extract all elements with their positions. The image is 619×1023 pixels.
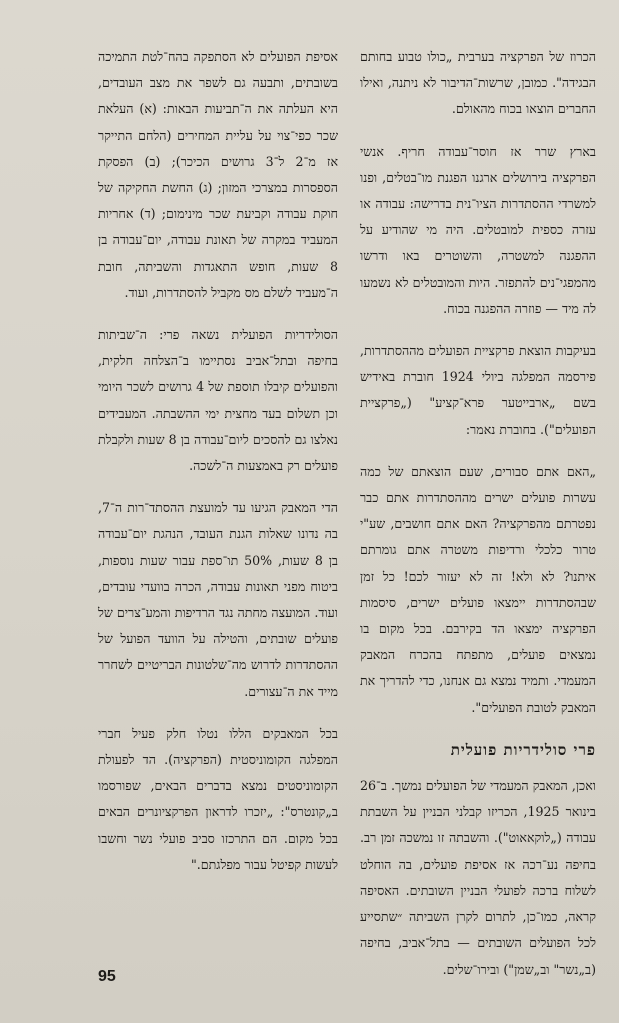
paragraph: הדי המאבק הגיעו עד למועצת ההסתד־רות ה־7, בה נדונו שאלות הגנת העובד, הנהגת יום־עבודה בן 8 שעות, 50% תו־ספת עבור שעות נוספות, ביטוח מפני תאונות עבודה, הכרה בוועדי עובדים, ועוד. המועצה מחתה נגד הרדיפות והמע־צרים של פועלים שובתים, והטילה על הוועד הפועל של ההסתדרות לדרוש מה־שלטונות הבריטיים לשחרר מייד את ה־עצורים. <box>98 500 338 699</box>
paragraph: הכרוז של הפרקציה בערבית „כולו טבוע בחותם הבגידה". כמובן, שרשות־הדיבור לא ניתנה, ואילו החברים הוצאו בכוח מהאולם. <box>360 49 596 117</box>
page-number: 95 <box>98 968 116 985</box>
right-text-column <box>360 44 596 999</box>
paragraph: ואכן, המאבק המעמדי של הפועלים נמשך. ב־26 בינואר 1925, הכריזו קבלני הבניין על השבתת עבודה („לוקאאוט"). והשבתה זו נמשכה זמן רב. בחיפה נע־רכה אז אסיפת פועלים, בה הוחלט לשלוח ברכה לפועלי הבניין השובתים. האסיפה קראה, כמו־כן, לתרום לקרן השביתה ״שתסייע לכל הפועלים השובתים — בתל־אביב, בחיפה (ב„נשר" וב„שמן") ובירו־שלים. <box>360 778 597 977</box>
paragraph: הסולידריות הפועלית נשאה פרי: ה־שביתות בחיפה ובתל־אביב נסתיימו ב־הצלחה חלקית, והפועלים קיבלו תוספת של 4 גרושים לשכר היומי וכן תשלום בעד מחצית ימי ההשבתה. המעבידים נאלצו גם להסכים ליום־עבודה בן 8 שעות ולקבלת פועלים רק באמצעות ה־לשכה. <box>98 327 339 474</box>
paragraph: בעיקבות הוצאת פרקציית הפועלים מההסתדרות, פירסמה המפלגה ביולי 1924 חוברת באידיש בשם „ארבייטער פרא־קציע" („פרקציית הפועלים"). בחוברת נאמר: <box>360 343 597 437</box>
paragraph: בכל המאבקים הללו נטלו חלק פעיל חברי המפלגה הקומוניסטית (הפרקציה). הד לפעולת הקומוניסטים נמצא בדברים הבאים, שפורסמו ב„קונטרס": „יזכרו לדראון הפרקציונרים הבאים בכל מקום. הם התרכזו סביב פועלי נשר וחשבו לעשות קפיטל עבור מפלגתם." <box>98 725 338 872</box>
left-text-column <box>98 44 338 894</box>
paragraph: אסיפת הפועלים לא הסתפקה בהח־לטת התמיכה בשובתים, ותבעה גם לשפר את מצב העובדים, היא העלתה את ה־תביעות הבאות: (א) העלאת שכר כפי־צוי על עליית המחירים (הלחם התייקר אז מ־2 ל־3 גרושים הכיכר); (ב) הפסקת הספסרות במצרכי המזון; (ג) החשת החקיקה של חוקת עבודה וקביעת שכר מינימום; (ד) אחריות המעביד במקרה של תאונת עבודה, יום־עבודה בן 8 שעות, חופש התאגדות והשביתה, חובת ה־מעביד לשלם מס מקביל להסתדרות, ועוד. <box>98 49 339 300</box>
paragraph: בארץ שרר אז חוסר־עבודה חריף. אנשי הפרקציה בירושלים ארגנו הפגנת מו־בטלים, ופנו למשרדי ההסתדרות הציו־נית בדרישה: עבודה או עזרה כספית למובטלים. היה מי שהודיע על ההפגנה למשטרה, והשוטרים באו ודרשו מהמפגי־נים להתפזר. היות והמובטלים לא נשמעו לה מיד — פוזרה ההפגנה בכוח. <box>360 143 596 316</box>
paragraph: „האם אתם סבורים, שעם הוצאתם של כמה עשרות פועלים ישרים מההסתדרות אתם כבר נפטרתם מהפרקציה? האם אתם חושבים, שע"י טרור כלכלי ורדיפות משטרה אתם גומרתם איתנו? לא ולא! זה לא יעזור לכם! כל זמן שבהסתדרות יימצאו פועלים ישרים, סיסמות הפרקציה ימצאו הד בקירבם. בכל מקום בו נמצאים פועלים, מתפתח בהכרח המאבק המעמדי. ותמיד נמצא גם אנחנו, כדי להדריך את המאבק לטובת הפועלים". <box>360 463 596 715</box>
section-heading: פרי סולידריות פועלית <box>450 740 596 759</box>
